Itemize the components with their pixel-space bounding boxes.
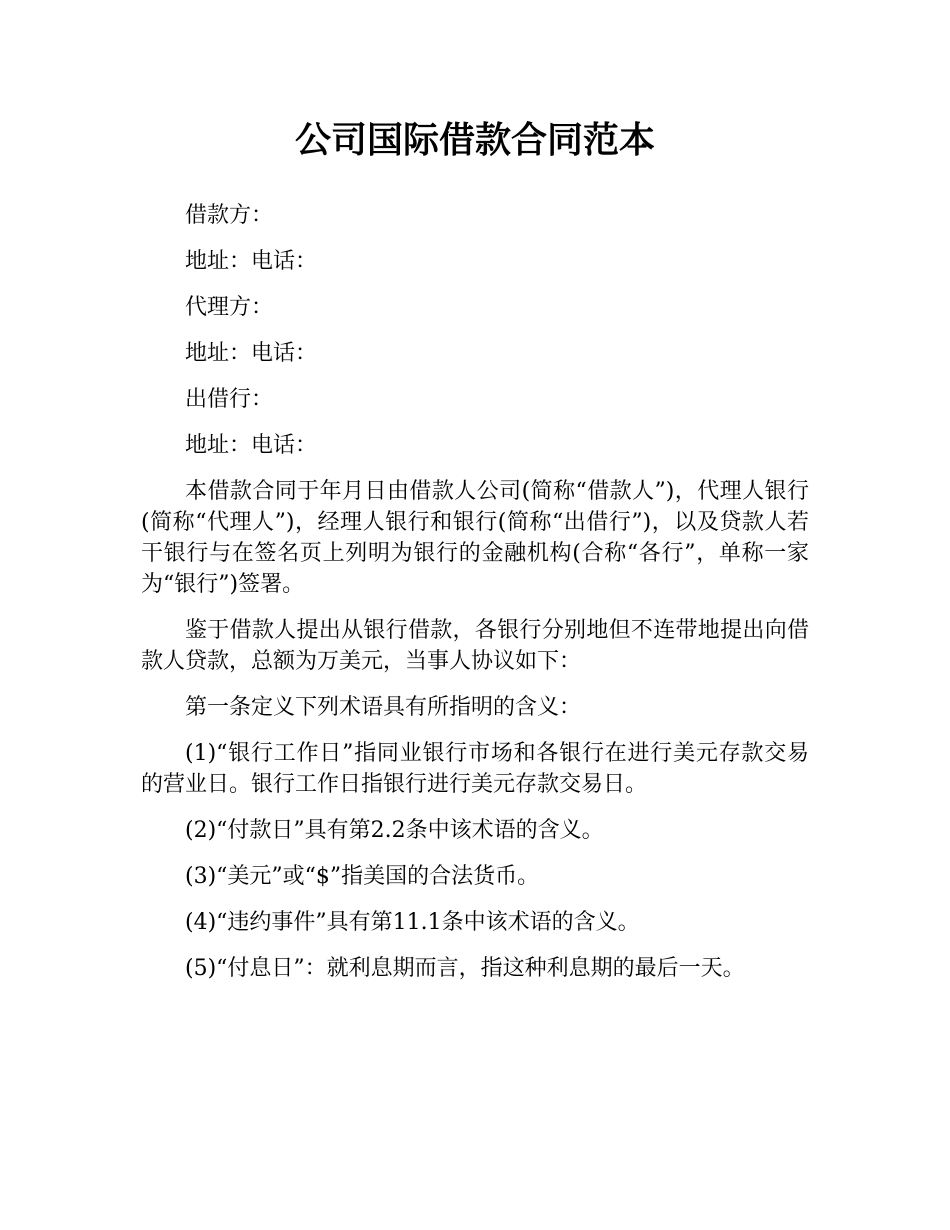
document-title: 公司国际借款合同范本 [294, 120, 655, 161]
contract-preamble-paragraph: 本借款合同于年月日由借款人公司(简称“借款人”)，代理人银行(简称“代理人”)，经理人银行和银行(简称“出借行”)，以及贷款人若干银行与在签名页上列明为银行的金融机构(合称“各行”，单称一家为“银行”)签署。 [141, 479, 809, 597]
lender-bank-line: 出借行： [185, 387, 274, 412]
article-one-heading: 第一条定义下列术语具有所指明的含义： [185, 695, 582, 720]
definition-item: (1)“银行工作日”指同业银行市场和各银行在进行美元存款交易的营业日。银行工作日指银行进行美元存款交易日。 [141, 741, 809, 797]
agent-address-line: 地址：电话： [185, 341, 318, 366]
document-body [141, 200, 809, 999]
agent-line: 代理方： [185, 295, 274, 320]
definition-item: (4)“违约事件”具有第11.1条中该术语的含义。 [185, 910, 640, 935]
lender-bank-address-line: 地址：电话： [185, 433, 318, 458]
borrower-address-line: 地址：电话： [185, 249, 318, 274]
definition-item: (2)“付款日”具有第2.2条中该术语的含义。 [185, 818, 604, 843]
recital-paragraph: 鉴于借款人提出从银行借款，各银行分别地但不连带地提出向借款人贷款，总额为万美元，当事人协议如下： [141, 618, 809, 674]
definition-item: (5)“付息日”：就利息期而言，指这种利息期的最后一天。 [185, 956, 745, 981]
borrower-line: 借款方： [185, 203, 274, 228]
definition-item: (3)“美元”或“$”指美国的合法货币。 [185, 864, 540, 889]
